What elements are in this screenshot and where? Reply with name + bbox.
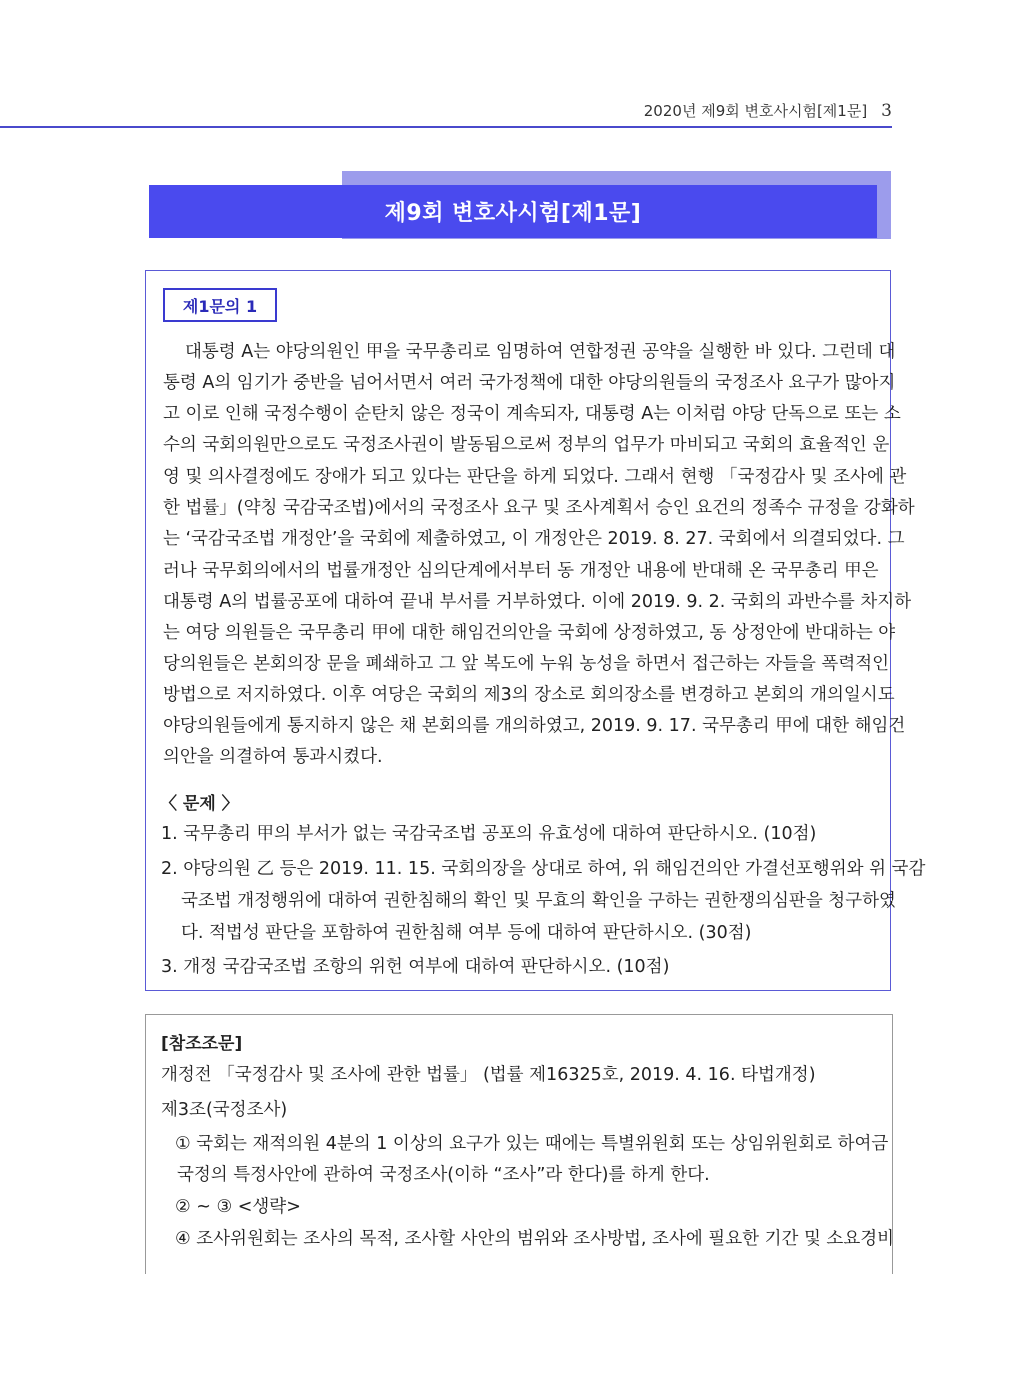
header-rule: [0, 126, 892, 128]
reference-line: 제3조(국정조사): [161, 1100, 288, 1120]
problem-paragraph-line: 대통령 A는 야당의원인 甲을 국무총리로 임명하여 연합정권 공약을 실행한 바 있다. 그런데 대: [185, 342, 896, 362]
page-number: 3: [881, 101, 892, 121]
reference-line: ④ 조사위원회는 조사의 목적, 조사할 사안의 범위와 조사방법, 조사에 필요한 기간 및 소요경비: [175, 1229, 895, 1249]
question-line: 다. 적법성 판단을 포함하여 권한침해 여부 등에 대하여 판단하시오. (30점): [181, 923, 752, 943]
reference-line: ② ~ ③ <생략>: [175, 1197, 301, 1217]
problem-paragraph-line: 당의원들은 본회의장 문을 폐쇄하고 그 앞 복도에 누워 농성을 하면서 접근하는 자들을 폭력적인: [163, 654, 890, 674]
problem-label: 제1문의 1: [163, 288, 277, 322]
problem-paragraph-line: 방법으로 저지하였다. 이후 여당은 국회의 제3의 장소로 회의장소를 변경하고 본회의 개의일시도: [163, 685, 895, 705]
problem-paragraph-line: 영 및 의사결정에도 장애가 되고 있다는 판단을 하게 되었다. 그래서 현행 「국정감사 및 조사에 관: [163, 467, 907, 487]
problem-paragraph-line: 대통령 A의 법률공포에 대하여 끝내 부서를 거부하였다. 이에 2019. 9. 2. 국회의 과반수를 차지하: [163, 592, 912, 612]
question-line: 1. 국무총리 甲의 부서가 없는 국감국조법 공포의 유효성에 대하여 판단하시오. (10점): [161, 824, 817, 844]
running-title: 2020년 제9회 변호사시험[제1문]: [643, 102, 868, 120]
problem-paragraph-line: 의안을 의결하여 통과시켰다.: [163, 747, 383, 767]
reference-line: 개정전 「국정감사 및 조사에 관한 법률」 (법률 제16325호, 2019. 4. 16. 타법개정): [161, 1065, 816, 1085]
problem-paragraph-line: 야당의원들에게 통지하지 않은 채 본회의를 개의하였고, 2019. 9. 17. 국무총리 甲에 대한 해임건: [163, 716, 906, 736]
problem-paragraph-line: 는 여당 의원들은 국무총리 甲에 대한 해임건의안을 국회에 상정하였고, 동 상정안에 반대하는 야: [163, 623, 896, 643]
problem-paragraph-line: 통령 A의 임기가 중반을 넘어서면서 여러 국가정책에 대한 야당의원들의 국정조사 요구가 많아지: [163, 373, 896, 393]
question-line: 2. 야당의원 乙 등은 2019. 11. 15. 국회의장을 상대로 하여, 위 해임건의안 가결선포행위와 위 국감: [161, 859, 926, 879]
reference-line: ① 국회는 재적의원 4분의 1 이상의 요구가 있는 때에는 특별위원회 또는 상임위원회로 하여금: [175, 1134, 889, 1154]
title-bar: [149, 185, 877, 238]
page-title: 제9회 변호사시험[제1문]: [384, 201, 642, 226]
problem-paragraph-line: 러나 국무회의에서의 법률개정안 심의단계에서부터 동 개정안 내용에 반대해 온 국무총리 甲은: [163, 561, 879, 581]
questions-heading: 〈 문제 〉: [160, 794, 239, 814]
problem-paragraph-line: 한 법률」(약칭 국감국조법)에서의 국정조사 요구 및 조사계획서 승인 요건의 정족수 규정을 강화하: [163, 498, 915, 518]
running-header: [0, 100, 892, 121]
reference-heading: [참조조문]: [161, 1034, 243, 1054]
question-line: 국조법 개정행위에 대하여 권한침해의 확인 및 무효의 확인을 구하는 권한쟁의심판을 청구하였: [181, 891, 896, 911]
reference-line: 국정의 특정사안에 관하여 국정조사(이하 “조사”라 한다)를 하게 한다.: [177, 1165, 710, 1185]
problem-paragraph-line: 고 이로 인해 국정수행이 순탄치 않은 정국이 계속되자, 대통령 A는 이처럼 야당 단독으로 또는 소: [163, 404, 901, 424]
problem-paragraph-line: 는 ‘국감국조법 개정안’을 국회에 제출하였고, 이 개정안은 2019. 8. 27. 국회에서 의결되었다. 그: [163, 529, 905, 549]
question-line: 3. 개정 국감국조법 조항의 위헌 여부에 대하여 판단하시오. (10점): [161, 957, 670, 977]
problem-paragraph-line: 수의 국회의원만으로도 국정조사권이 발동됨으로써 정부의 업무가 마비되고 국회의 효율적인 운: [163, 435, 890, 455]
